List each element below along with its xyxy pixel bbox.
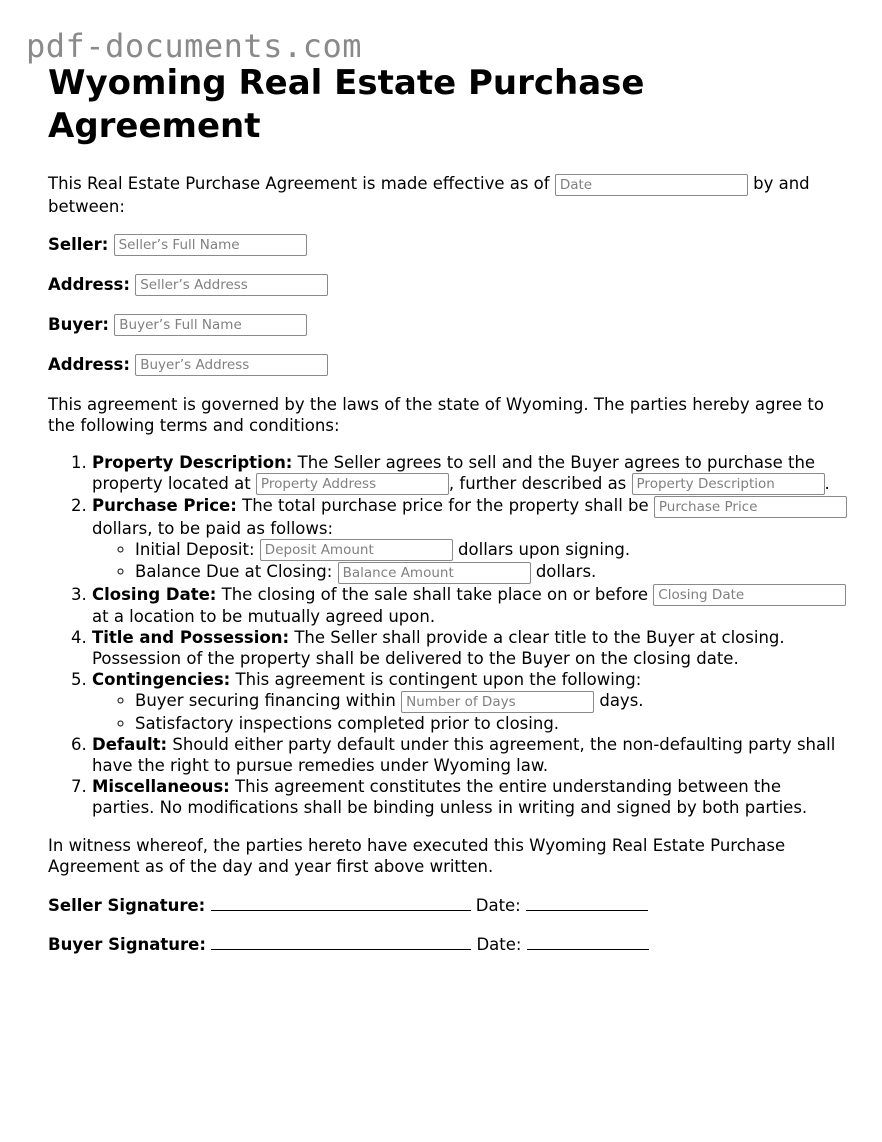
seller-signature-line[interactable] <box>211 894 471 911</box>
term-text: This agreement is contingent upon the following: <box>235 670 642 689</box>
buyer-row <box>48 314 848 336</box>
financing-item <box>135 690 848 713</box>
buyer-signature-line[interactable] <box>211 933 471 950</box>
seller-signature-label: Seller Signature: <box>48 895 206 915</box>
buyer-label: Buyer: <box>48 314 110 334</box>
term-text: at a location to be mutually agreed upon. <box>92 607 436 626</box>
buyer-name-input[interactable]: Buyer’s Full Name <box>114 314 307 336</box>
deposit-amount-input[interactable]: Deposit Amount <box>260 539 453 561</box>
balance-text: dollars. <box>535 562 597 581</box>
seller-label: Seller: <box>48 234 109 254</box>
buyer-date-label: Date: <box>476 934 522 954</box>
property-description-input[interactable]: Property Description <box>632 473 825 495</box>
payment-sublist <box>92 539 848 584</box>
intro-text-before: This Real Estate Purchase Agreement is made effective as of <box>48 174 550 193</box>
seller-address-input[interactable]: Seller’s Address <box>135 274 328 296</box>
term-contingencies <box>92 669 848 734</box>
term-miscellaneous <box>92 776 848 818</box>
seller-name-input[interactable]: Seller’s Full Name <box>114 234 307 256</box>
term-property-description <box>92 452 848 496</box>
buyer-date-line[interactable] <box>527 933 649 950</box>
financing-text-after: days. <box>599 691 644 710</box>
buyer-address-input[interactable]: Buyer’s Address <box>135 354 328 376</box>
term-heading: Purchase Price: <box>92 496 237 515</box>
witness-paragraph: In witness whereof, the parties hereto have executed this Wyoming Real Estate Purchase Agreement as of the day and year first above written. <box>48 835 786 876</box>
inspections-item: ◦ Satisfactory inspections completed prior to closing. <box>135 713 848 734</box>
financing-text: Buyer securing financing within <box>135 691 396 710</box>
term-text: The Seller shall provide a clear title to the Buyer at closing. Possession of the property shall be delivered to the Buyer on the closing date. <box>92 628 785 668</box>
seller-row <box>48 234 848 256</box>
term-heading: Property Description: <box>92 452 293 472</box>
balance-due-item <box>135 561 848 584</box>
seller-signature-row <box>48 894 848 916</box>
governing-law-paragraph: This agreement is governed by the laws of the state of Wyoming. The parties hereby agree to the following terms and conditions: <box>48 394 824 435</box>
buyer-signature-label: Buyer Signature: <box>48 934 206 954</box>
seller-date-label: Date: <box>475 895 521 915</box>
property-address-input[interactable]: Property Address <box>256 473 449 495</box>
watermark: pdf-documents.com <box>26 27 363 65</box>
term-text: . <box>824 473 830 493</box>
term-heading: Miscellaneous: <box>92 776 230 796</box>
term-text: The total purchase price for the property shall be <box>242 496 649 515</box>
contingency-sublist <box>92 690 848 734</box>
term-text: Should either party default under this agreement, the non-defaulting party shall have the right to pursue remedies under Wyoming law. <box>92 734 836 775</box>
term-text: This agreement constitutes the entire understanding between the parties. No modifications shall be binding unless in writing and signed by both parties. <box>92 776 808 817</box>
term-title-possession <box>92 627 848 669</box>
deposit-label: Initial Deposit: <box>135 539 255 559</box>
term-text: The closing of the sale shall take place on or before <box>221 584 649 604</box>
term-heading: Contingencies: <box>92 670 231 689</box>
balance-amount-input[interactable]: Balance Amount <box>338 562 531 584</box>
purchase-price-input[interactable]: Purchase Price <box>654 496 847 518</box>
buyer-address-label: Address: <box>48 354 130 374</box>
term-heading: Title and Possession: <box>92 628 290 647</box>
seller-address-row <box>48 274 848 296</box>
intro-paragraph <box>48 173 848 217</box>
term-text: dollars, to be paid as follows: <box>92 518 334 538</box>
deposit-text: dollars upon signing. <box>458 539 631 559</box>
balance-label: Balance Due at Closing: <box>135 562 333 581</box>
term-text: , further described as <box>448 473 627 493</box>
terms-list <box>48 452 848 818</box>
term-heading: Closing Date: <box>92 584 217 604</box>
term-default <box>92 734 848 776</box>
initial-deposit-item <box>135 539 848 562</box>
document-page <box>48 62 848 955</box>
buyer-address-row <box>48 354 848 376</box>
financing-days-input[interactable]: Number of Days <box>401 691 594 713</box>
intro-text-after: by and between: <box>48 174 810 216</box>
term-text: The Seller agrees to sell and the Buyer agrees to purchase the property located at <box>92 452 816 493</box>
page-title: Wyoming Real Estate Purchase Agreement <box>48 63 645 146</box>
term-purchase-price <box>92 495 848 584</box>
seller-date-line[interactable] <box>526 894 648 911</box>
seller-address-label: Address: <box>48 274 130 294</box>
term-heading: Default: <box>92 734 168 754</box>
term-closing-date <box>92 584 848 628</box>
effective-date-input[interactable]: Date <box>555 174 748 196</box>
closing-date-input[interactable]: Closing Date <box>653 584 846 606</box>
buyer-signature-row <box>48 933 848 955</box>
